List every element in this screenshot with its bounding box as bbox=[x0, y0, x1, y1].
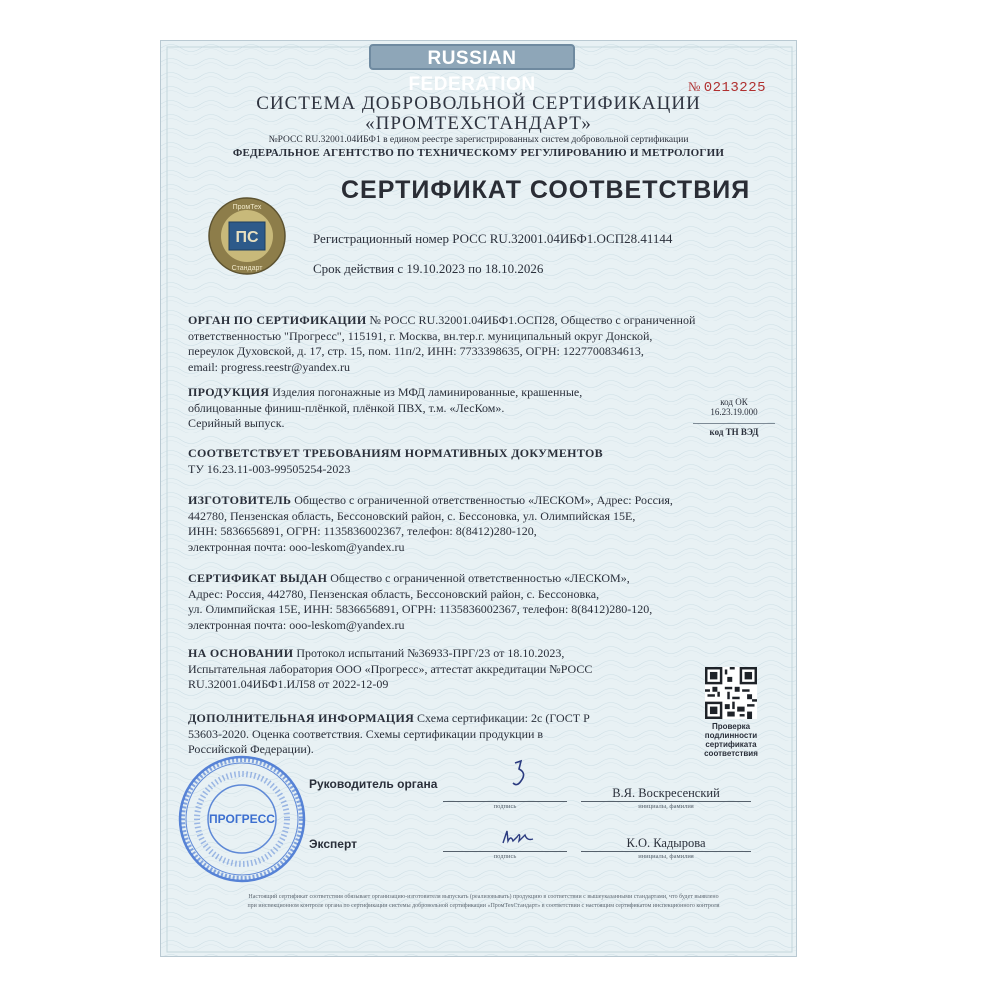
expert-signature-caption: подпись bbox=[493, 853, 517, 860]
okpd-label: код ОК bbox=[720, 397, 748, 407]
product-line: Серийный выпуск. bbox=[188, 416, 285, 430]
issued-to-line: Общество с ограниченной ответственностью «ЛЕСКОМ», bbox=[330, 571, 630, 585]
agency-name: ФЕДЕРАЛЬНОЕ АГЕНТСТВО ПО ТЕХНИЧЕСКОМУ РЕГУЛИРОВАНИЮ И МЕТРОЛОГИИ bbox=[232, 147, 725, 159]
footnote bbox=[206, 893, 761, 911]
expert-signature-line bbox=[443, 851, 567, 852]
manufacturer-heading: ИЗГОТОВИТЕЛЬ bbox=[188, 493, 292, 507]
stamp-center-text: ПРОГРЕСС bbox=[209, 812, 275, 826]
logo-top-text: ПромТех bbox=[232, 204, 262, 211]
qr-caption bbox=[693, 722, 769, 758]
additional-line: Схема сертификации: 2с (ГОСТ Р bbox=[417, 711, 590, 725]
system-name: «ПРОМТЕХСТАНДАРТ» bbox=[365, 113, 592, 134]
qr-caption-line: подлинности bbox=[704, 731, 758, 740]
additional-line: 53603-2020. Оценка соответствия. Схемы сертификации продукции в bbox=[188, 726, 544, 741]
certification-stamp bbox=[176, 753, 308, 885]
organ-section bbox=[188, 313, 708, 375]
organ-line: ответственностью "Прогресс", 115191, г. Москва, вн.тер.г. муниципальный округ Донской, bbox=[188, 328, 653, 343]
conformity-heading: СООТВЕТСТВУЕТ ТРЕБОВАНИЯМ НОРМАТИВНЫХ ДОКУМЕНТОВ bbox=[188, 446, 603, 460]
registration-value: РОСС RU.32001.04ИБФ1.ОСП28.41144 bbox=[452, 231, 673, 246]
okpd-value: 16.23.19.000 bbox=[710, 407, 758, 417]
validity-period bbox=[313, 261, 543, 277]
issued-to-heading: СЕРТИФИКАТ ВЫДАН bbox=[188, 571, 328, 585]
product-codes bbox=[693, 394, 775, 446]
country-banner: RUSSIAN FEDERATION bbox=[369, 44, 575, 70]
qr-caption-line: Проверка bbox=[711, 722, 751, 731]
product-line: Изделия погонажные из МФД ламинированные, крашенные, bbox=[272, 385, 583, 399]
product-line: облицованные финиш-плёнкой, плёнкой ПВХ, т.м. «ЛесКом». bbox=[188, 400, 505, 415]
expert-name-caption: инициалы, фамилия bbox=[638, 853, 694, 860]
logo-bottom-text: Стандарт bbox=[231, 265, 263, 272]
additional-line: Российской Федерации). bbox=[188, 742, 314, 756]
validity-sep: по bbox=[468, 261, 482, 276]
manufacturer-line: ИНН: 5836656891, ОГРН: 1135836002367, телефон: 8(8412)280-120, bbox=[188, 524, 537, 538]
validity-label: Срок действия с bbox=[313, 261, 404, 276]
basis-heading: НА ОСНОВАНИИ bbox=[188, 646, 294, 660]
expert-name-line bbox=[581, 851, 751, 852]
product-section bbox=[188, 385, 658, 432]
head-name-line bbox=[581, 801, 751, 802]
head-signature-caption: подпись bbox=[493, 803, 517, 810]
manufacturer-line: Общество с ограниченной ответственностью «ЛЕСКОМ», Адрес: Россия, bbox=[294, 493, 673, 507]
footnote-line: Настоящий сертификат соответствия обязывает организацию-изготовителя выпускать (реализовывать) продукцию в соответствии с вышеуказанными стандартами, что будет выявлено bbox=[248, 894, 719, 900]
product-heading: ПРОДУКЦИЯ bbox=[188, 385, 270, 399]
head-signature bbox=[505, 759, 535, 791]
additional-heading: ДОПОЛНИТЕЛЬНАЯ ИНФОРМАЦИЯ bbox=[188, 711, 415, 725]
validity-to: 18.10.2026 bbox=[484, 261, 544, 276]
additional-section bbox=[188, 711, 663, 758]
issued-to-line: Адрес: Россия, 442780, Пензенская область, Бессоновский район, с. Бессоновка, bbox=[188, 586, 600, 601]
promtechstandart-logo bbox=[207, 196, 287, 276]
conformity-section bbox=[188, 446, 708, 477]
certificate-sheet bbox=[160, 40, 797, 957]
head-name: В.Я. Воскресенский bbox=[612, 786, 720, 800]
qr-caption-line: сертификата bbox=[705, 740, 757, 749]
basis-line: Испытательная лаборатория ООО «Прогресс», аттестат аккредитации №РОСС bbox=[188, 661, 593, 676]
head-name-caption: инициалы, фамилия bbox=[638, 803, 694, 810]
basis-line: Протокол испытаний №36933-ПРГ/23 от 18.10.2023, bbox=[296, 646, 565, 660]
basis-section bbox=[188, 646, 663, 693]
issued-to-line: электронная почта: ooo-leskom@yandex.ru bbox=[188, 617, 405, 632]
head-signature-line bbox=[443, 801, 567, 802]
conformity-value: ТУ 16.23.11-003-99505254-2023 bbox=[188, 461, 351, 476]
validity-from: 19.10.2023 bbox=[406, 261, 465, 276]
document-title: СЕРТИФИКАТ СООТВЕТСТВИЯ bbox=[341, 176, 751, 204]
tnved-label: код ТН ВЭД bbox=[709, 427, 759, 437]
organ-line: № РОСС RU.32001.04ИБФ1.ОСП28, Общество с ограниченной bbox=[369, 313, 696, 327]
verification-qr-code[interactable] bbox=[705, 667, 757, 719]
number-sign: № bbox=[688, 79, 701, 94]
issued-to-line: ул. Олимпийская 15Е, ИНН: 5836656891, ОГРН: 1135836002367, телефон: 8(8412)280-120, bbox=[188, 602, 653, 616]
svg-text:ПС: ПС bbox=[235, 229, 259, 246]
footnote-line: при инспекционном контроле органа по сертификации системы добровольной сертификации «ПромТехСтандарт» в соответствии с настоящим сертификатом инспекционного контроля bbox=[247, 903, 720, 909]
expert-name: К.О. Кадырова bbox=[626, 836, 706, 850]
expert-signature bbox=[499, 827, 539, 849]
expert-role: Эксперт bbox=[309, 837, 358, 851]
qr-caption-line: соответствия bbox=[704, 749, 758, 758]
organ-line: email: progress.reestr@yandex.ru bbox=[188, 359, 350, 374]
manufacturer-line: электронная почта: ooo-leskom@yandex.ru bbox=[188, 539, 405, 554]
manufacturer-line: 442780, Пензенская область, Бессоновский район, с. Бессоновка, ул. Олимпийская 15Е, bbox=[188, 508, 636, 523]
number-value: 0213225 bbox=[703, 80, 766, 96]
issued-to-section bbox=[188, 571, 708, 633]
organ-line: переулок Духовской, д. 17, стр. 15, пом. 11п/2, ИНН: 7733398635, ОГРН: 1227700834613, bbox=[188, 344, 644, 358]
registry-line: №РОСС RU.32001.04ИБФ1 в едином реестре зарегистрированных систем добровольной сертификации bbox=[268, 135, 689, 145]
basis-line: RU.32001.04ИБФ1.ИЛ58 от 2022-12-09 bbox=[188, 677, 389, 691]
organ-heading: ОРГАН ПО СЕРТИФИКАЦИИ bbox=[188, 313, 367, 327]
manufacturer-section bbox=[188, 493, 708, 555]
head-role: Руководитель органа bbox=[309, 777, 438, 791]
system-title: СИСТЕМА ДОБРОВОЛЬНОЙ СЕРТИФИКАЦИИ bbox=[256, 93, 701, 114]
registration-number bbox=[313, 231, 672, 247]
registration-label: Регистрационный номер bbox=[313, 231, 449, 246]
